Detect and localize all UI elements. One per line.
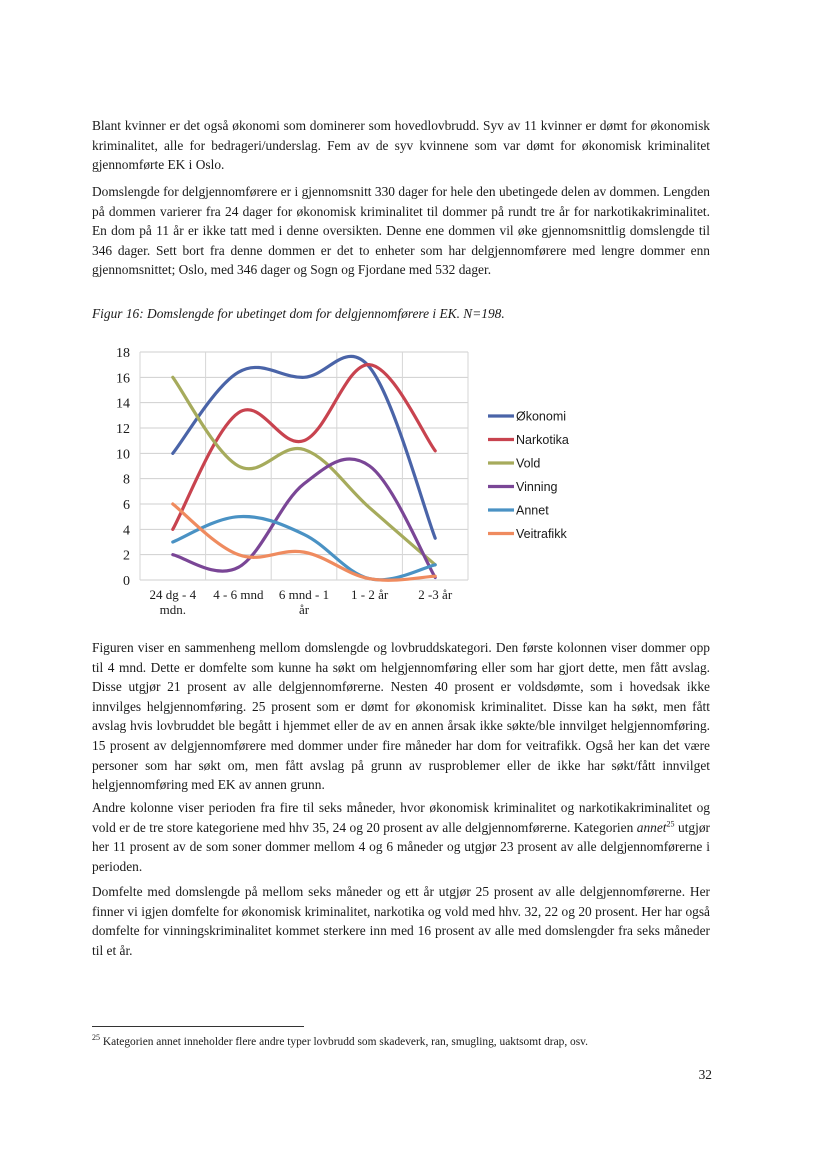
footnote	[92, 1035, 710, 1050]
x-tick-label: 1 - 2 år	[351, 587, 389, 602]
paragraph-5: Domfelte med domslengde på mellom seks måneder og ett år utgjør 25 prosent av alle delgjennomførerne. Her finner vi igjen domfelte for økonomisk kriminalitet, narkotika og vold med hhv. 32, 22 og 20 prosent. Her har også domfelte for vinningskriminalitet kommet sterkere inn med 16 prosent av alle med domslengder fra seks måneder til et år.	[92, 884, 710, 958]
x-tick-label: 6 mnd - 1 år	[278, 587, 330, 617]
y-tick-label: 14	[116, 396, 130, 412]
series-line-vinning	[173, 459, 435, 578]
footnote-text: Kategorien annet inneholder flere andre typer lovbrudd som skadeverk, ran, smugling, uaktsomt drap, osv.	[100, 1036, 588, 1048]
paragraph-4-text-a: Andre kolonne viser perioden fra fire til seks måneder, hvor økonomisk kriminalitet og narkotikakriminalitet og vold er de tre store kategoriene med hhv 35, 24 og 20 prosent av alle delgjennomførerne. Kategorien	[92, 800, 710, 835]
paragraph-3: Figuren viser en sammenheng mellom domslengde og lovbruddskategori. Den første kolonnen viser dommer opp til 4 mnd. Dette er domfelte som kunne ha søkt om helgjennomføring eller som har gjort dette, men fått avslag. Disse utgjør 21 prosent av alle delgjennomførerne. Nesten 40 prosent er voldsdømte, som i hovedsak ikke innvilges helgjennomføring. 25 prosent som er dømt for økonomisk kriminalitet. Disse kan ha søkt, men fått avslag hvis lovbruddet ble begått i hjemmet eller de av en annen årsak ikke søkte/ble innvilget helgjennomføring. 15 prosent av delgjennomførere med dommer under fire måneder har dom for veitrafikk. Også her kan det være personer som har søkt om, men fått avslag på grunn av rusproblemer eller de ikke har søkt/fått innvilget helgjennomføring med EK av annen grunn.	[92, 640, 710, 793]
y-tick-label: 12	[116, 422, 130, 437]
y-tick-label: 16	[116, 371, 130, 387]
paragraph-4-emphasis: annet	[636, 819, 667, 835]
footnote-reference: 25	[666, 819, 675, 829]
chart-svg	[100, 340, 610, 630]
y-tick-label: 6	[123, 498, 130, 513]
paragraph-1: Blant kvinner er det også økonomi som dominerer som hovedlovbrudd. Syv av 11 kvinner er dømt for økonomisk kriminalitet, alle for bedrageri/underslag. Fem av de syv kvinnene som var dømt for økonomisk kriminalitet gjennomførte EK i Oslo.	[92, 118, 710, 173]
legend-label: Vold	[516, 456, 541, 471]
page-number: 32	[698, 1067, 712, 1082]
x-tick-label: 24 dg - 4 mdn.	[149, 587, 197, 617]
x-tick-label: 2 -3 år	[418, 587, 453, 602]
y-tick-label: 4	[123, 523, 130, 539]
legend-label: Økonomi	[516, 409, 567, 424]
paragraph-2: Domslengde for delgjennomførere er i gjennomsnitt 330 dager for hele den ubetingede delen av dommen. Lengden på dommen varierer fra 24 dager for økonomisk kriminalitet til dommer på rundt tre år for narkotikakriminalitet. En dom på 11 år er ikke tatt med i denne oversikten. Denne ene dommen vil øke gjennomsnittlig domslengde til 346 dager. Sett bort fra denne dommen er det to enheter som har delgjennomførere med lengre dommer enn gjennomsnittet; Oslo, med 346 dager og Sogn og Fjordane med 532 dager.	[92, 184, 710, 278]
y-tick-label: 0	[123, 574, 130, 589]
y-tick-label: 10	[116, 447, 130, 463]
paragraph-4-text-b: utgjør her 11 prosent av de som soner dommer mellom 4 og 6 måneder og utgjør 23 prosent av alle delgjennomførerne i perioden.	[92, 819, 710, 874]
paragraph-4	[92, 798, 710, 876]
figure-caption: Figur 16: Domslengde for ubetinget dom for delgjennomførere i EK. N=198.	[92, 306, 505, 321]
footnote-marker: 25	[92, 1033, 100, 1043]
legend-label: Narkotika	[516, 433, 569, 447]
legend-label: Annet	[516, 503, 549, 518]
x-tick-label: 4 - 6 mnd	[213, 587, 264, 602]
legend-label: Veitrafikk	[516, 527, 567, 541]
series-line-narkotika	[173, 365, 435, 530]
footnote-divider	[92, 1026, 304, 1027]
legend-label: Vinning	[516, 480, 558, 494]
y-tick-label: 2	[123, 548, 130, 564]
y-tick-label: 18	[116, 346, 130, 361]
line-chart	[100, 340, 610, 630]
y-tick-label: 8	[123, 472, 130, 488]
